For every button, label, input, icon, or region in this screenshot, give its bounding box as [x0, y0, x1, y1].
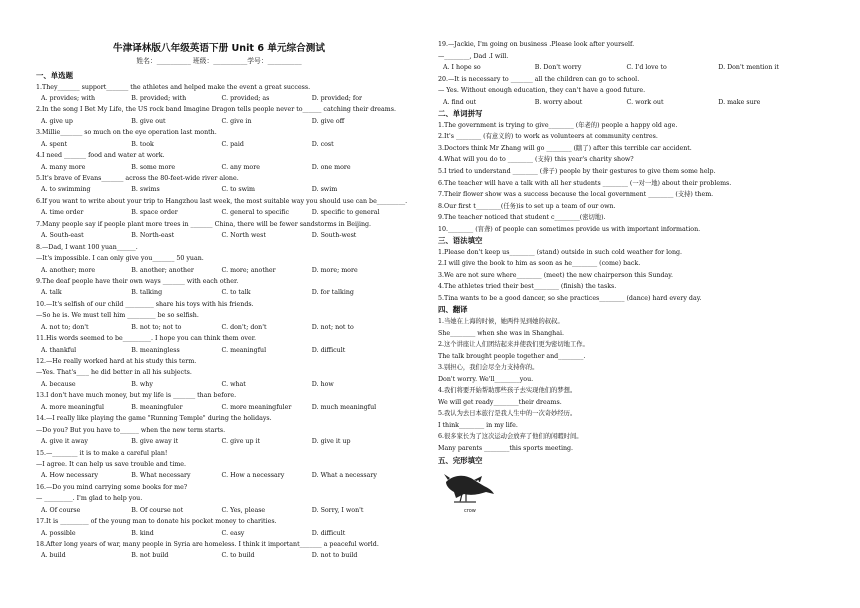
answer-options: [36, 322, 402, 333]
answer-option: C. what: [221, 380, 246, 388]
answer-option: A. thankful: [41, 346, 77, 354]
answer-option: C. to build: [221, 552, 255, 560]
answer-option: C. give up it: [221, 438, 261, 446]
question-text: 1.They_______ support_______ the athletes and helped make the event a great success.: [36, 83, 311, 91]
answer-option: D. South-west: [311, 232, 357, 240]
answer-option: B. talking: [131, 289, 163, 297]
answer-option: C. more meaningfuler: [221, 403, 292, 411]
translation-item: Don't worry. We'll________you.: [438, 375, 534, 383]
page-title: 牛津译林版八年级英语下册 Unit 6 单元综合测试: [113, 43, 325, 54]
student-info-line: 姓名：__________ 班级：__________学号：__________: [136, 57, 302, 65]
translation-list: [438, 316, 810, 455]
grammar-fill-list: [438, 247, 810, 305]
answer-option: B. give away it: [131, 438, 179, 446]
answer-option: B. worry about: [534, 98, 583, 106]
answer-option: A. talk: [41, 289, 62, 297]
answer-option: B. took: [131, 140, 154, 148]
spelling-item: 2.It's ________ (有意义的) to work as volunteers at community centres.: [438, 133, 658, 141]
translation-item: 1.当她在上海的时候，她两件见到她的叔叔。: [438, 317, 564, 325]
answer-option: D. swim: [311, 186, 338, 194]
answer-option: B. meaningfuler: [131, 403, 183, 411]
answer-options: [36, 184, 402, 195]
answer-option: A. South-east: [41, 232, 84, 240]
answer-option: D. make sure: [718, 98, 761, 106]
question-text: 16.—Do you mind carrying some books for me?: [36, 483, 188, 491]
answer-options: [36, 345, 402, 356]
spelling-item: 1.The government is trying to give________ (年老的) people a happy old age.: [438, 121, 678, 129]
answer-option: D. more; more: [311, 266, 358, 274]
spelling-item: 8.Our first t________(任务)is to set up a team of our own.: [438, 202, 616, 210]
answer-options: [36, 139, 402, 150]
spelling-item: 9.The teacher noticed that student c________(密切地).: [438, 214, 606, 222]
section-heading-multiple-choice: 一、单选题: [36, 71, 73, 80]
question-text: —I agree. It can help us save trouble and time.: [36, 460, 187, 468]
question-text: 17.It is _________ of the young man to donate his pocket money to charities.: [36, 518, 277, 526]
answer-option: C. North west: [221, 232, 266, 240]
answer-options: [36, 230, 402, 241]
answer-options: [36, 379, 402, 390]
translation-item: 3.别担心，我们会尽全力支持你的。: [438, 364, 539, 372]
answer-options: [438, 97, 810, 109]
answer-option: A. not to; don't: [41, 323, 89, 331]
spelling-item: 10.________ (盲聋) of people can sometimes provide us with important information.: [438, 225, 701, 233]
answer-option: D. for talking: [311, 289, 354, 297]
question-text: —So he is. We must tell him _________ be so selfish.: [36, 312, 199, 320]
question-text: 14.—I really like playing the game "Running Temple" during the holidays.: [36, 415, 272, 423]
answer-option: D. cost: [311, 140, 334, 148]
question-text: — Yes. Without enough education, they can't have a good future.: [438, 87, 646, 95]
answer-option: C. give in: [221, 117, 252, 125]
translation-item: 2.这个讲座让人们团结起来并使我们更为密切地工作。: [438, 341, 589, 349]
question-text: 7.Many people say if people plant more trees in _______ China, there will be fewer sandstorms in Beijing.: [36, 220, 372, 228]
answer-option: D. specific to general: [311, 209, 380, 217]
answer-option: A. Of course: [41, 506, 81, 514]
answer-options: [36, 528, 402, 539]
multiple-choice-list: [36, 82, 408, 562]
question-text: 8.—Dad, I want 100 yuan______.: [36, 243, 138, 251]
translation-item: 4.我们将要开始帮助那些孩子去实现他们的梦想。: [438, 387, 577, 395]
translation-item: The talk brought people together and________.: [438, 352, 586, 360]
answer-options: [36, 402, 402, 413]
question-text: 2.In the song I Bet My Life, the US rock band Imagine Dragon tells people never to______ catching their dreams.: [36, 106, 396, 114]
question-text: 20.—It is necessary to _______ all the children can go to school.: [438, 75, 640, 83]
answer-options: [36, 265, 402, 276]
answer-option: D. not; not to: [311, 323, 354, 331]
answer-options: [438, 62, 810, 74]
translation-item: Many parents ________this sports meeting.: [438, 445, 574, 452]
question-text: 19.—Jackie, I'm going on business .Please look after yourself.: [438, 41, 635, 48]
answer-option: A. I hope so: [443, 64, 481, 72]
answer-option: B. space order: [131, 209, 178, 217]
answer-option: C. general to specific: [221, 209, 289, 217]
spelling-item: 7.Their flower show was a success because the local government ________ (支持) them.: [438, 191, 714, 199]
answer-option: C. paid: [221, 140, 244, 148]
left-column: [36, 0, 408, 562]
answer-options: [36, 470, 402, 481]
answer-option: C. more; another: [221, 266, 276, 274]
spelling-item: 4.What will you do to ________ (支持) this year's charity show?: [438, 156, 634, 164]
answer-option: A. many more: [41, 163, 86, 171]
answer-option: C. meaningful: [221, 346, 267, 354]
answer-option: C. work out: [626, 98, 664, 106]
answer-options: [36, 550, 402, 561]
answer-option: D. Sorry, I won't: [311, 506, 364, 514]
translation-item: 5.我认为去日本旅行是我人生中的一次奇妙经历。: [438, 410, 577, 418]
question-text: 18.After long years of war, many people in Syria are homeless. I think it important_______ a peaceful world.: [36, 541, 379, 548]
answer-option: B. What necessary: [131, 472, 191, 480]
answer-option: B. give out: [131, 117, 166, 125]
answer-option: B. some more: [131, 163, 176, 171]
answer-option: A. spent: [41, 140, 68, 148]
answer-option: B. why: [131, 380, 153, 388]
question-text: 13.I don't have much money, but my life is _______ than before.: [36, 392, 237, 400]
answer-option: B. kind: [131, 529, 154, 537]
answer-option: B. meaningless: [131, 346, 180, 354]
answer-option: B. another; another: [131, 266, 194, 274]
question-text: 12.—He really worked hard at his study this term.: [36, 358, 197, 365]
translation-item: 6.很多家长为了这次运动会放弃了他们的闲暇时间。: [438, 433, 583, 441]
question-text: 5.It's brave of Evans_______ across the 80-feet-wide river alone.: [36, 175, 239, 182]
section-heading-word-spelling: 二、单词拼写: [438, 109, 483, 119]
answer-option: A. find out: [443, 98, 477, 106]
answer-option: A. to swimming: [41, 186, 91, 194]
answer-option: C. to talk: [221, 289, 251, 297]
answer-option: C. provided; as: [221, 94, 270, 102]
translation-item: She________ when she was in Shanghai.: [438, 329, 565, 337]
question-text: 15.—________ it is to make a careful plan!: [36, 449, 168, 457]
answer-options: [36, 116, 402, 127]
answer-options: [36, 436, 402, 447]
question-text: 6.If you want to write about your trip to Hangzhou last week, the most suitable way you should use can be_________.: [36, 197, 408, 205]
crow-illustration: [440, 468, 500, 514]
crow-caption: crow: [464, 508, 476, 515]
question-text: —________, Dad .I will.: [438, 52, 509, 60]
answer-option: B. not to; not to: [131, 323, 182, 331]
answer-option: A. time order: [41, 209, 84, 217]
question-text: 10.—It's selfish of our child _________ share his toys with his friends.: [36, 300, 254, 308]
answer-option: A. another; more: [41, 266, 96, 274]
multiple-choice-list-continued: [438, 39, 810, 108]
answer-options: [36, 505, 402, 516]
answer-options: [36, 93, 402, 104]
answer-option: C. How a necessary: [221, 472, 285, 480]
grammar-item: 4.The athletes tried their best________ (finish) the tasks.: [438, 283, 617, 291]
question-text: 11.His words seemed to be_________. I hope you can think them over.: [36, 335, 257, 343]
question-text: 3.Millie_______ so much on the eye operation last month.: [36, 129, 217, 137]
answer-option: C. Yes, please: [221, 506, 266, 514]
grammar-item: 3.We are not sure where________ (meet) the new chairperson this Sunday.: [438, 271, 674, 279]
answer-option: B. Of course not: [131, 506, 184, 514]
answer-option: D. provided; for: [311, 94, 363, 102]
answer-option: C. don't; don't: [221, 323, 267, 331]
answer-option: D. What a necessary: [311, 472, 377, 480]
answer-option: A. How necessary: [41, 472, 99, 480]
translation-item: We will get ready________their dreams.: [438, 398, 562, 406]
answer-option: C. I'd love to: [626, 64, 667, 72]
answer-option: C. easy: [221, 529, 245, 537]
grammar-item: 1.Please don't keep us________ (stand) outside in such cold weather for long.: [438, 248, 683, 256]
question-text: 4.I need _______ food and water at work.: [36, 152, 165, 160]
section-heading-cloze: 五、完形填空: [438, 455, 483, 465]
answer-option: D. much meaningful: [311, 403, 377, 411]
answer-option: D. how: [311, 380, 334, 388]
answer-option: D. one more: [311, 163, 351, 171]
answer-option: B. provided; with: [131, 94, 187, 102]
answer-option: B. Don't worry: [534, 64, 582, 72]
right-column: [438, 0, 810, 516]
answer-option: A. possible: [41, 529, 76, 537]
question-text: 9.The deaf people have their own ways _______ with each other.: [36, 277, 239, 285]
grammar-item: 5.Tina wants to be a good dancer, so she practices________ (dance) hard every day.: [438, 294, 702, 302]
answer-options: [36, 207, 402, 218]
answer-option: D. give it up: [311, 438, 351, 446]
answer-option: A. build: [41, 552, 66, 560]
spelling-item: 6.The teacher will have a talk with all her students ________ (一对一地) about their problems.: [438, 179, 732, 187]
section-heading-grammar-fill: 三、语法填空: [438, 236, 483, 246]
question-text: —Yes. That's____ he did better in all his subjects.: [36, 369, 192, 377]
translation-item: I think________ in my life.: [438, 421, 518, 429]
answer-option: D. give off: [311, 117, 345, 125]
question-text: — _________. I'm glad to help you.: [36, 495, 143, 503]
grammar-item: 2.I will give the book to him as soon as he________ (come) back.: [438, 260, 641, 268]
answer-option: A. give up: [41, 117, 73, 125]
answer-option: C. to swim: [221, 186, 256, 194]
answer-option: D. difficult: [311, 529, 346, 537]
word-spelling-list: [438, 120, 810, 235]
answer-option: D. difficult: [311, 346, 346, 354]
answer-options: [36, 162, 402, 173]
answer-option: A. more meaningful: [41, 403, 105, 411]
answer-option: C. any more: [221, 163, 260, 171]
answer-option: D. Don't mention it: [718, 64, 779, 72]
answer-option: B. not build: [131, 552, 169, 560]
answer-option: A. give it away: [41, 438, 88, 446]
question-text: —It's impossible. I can only give you_______ 50 yuan.: [36, 255, 204, 263]
answer-option: A. because: [41, 380, 76, 388]
answer-option: A. provides; with: [41, 94, 96, 102]
answer-options: [36, 287, 402, 298]
answer-option: D. not to build: [311, 552, 358, 560]
answer-option: B. swims: [131, 186, 160, 194]
section-heading-translation: 四、翻译: [438, 305, 468, 315]
question-text: —Do you? But you have to______ when the new term starts.: [36, 426, 226, 434]
answer-option: B. North-east: [131, 232, 175, 240]
spelling-item: 3.Doctors think Mr Zhang will go ________ (瞎了) after this terrible car accident.: [438, 144, 692, 152]
spelling-item: 5.I tried to understand ________ (聋子) people by their gestures to give them some help.: [438, 167, 716, 175]
